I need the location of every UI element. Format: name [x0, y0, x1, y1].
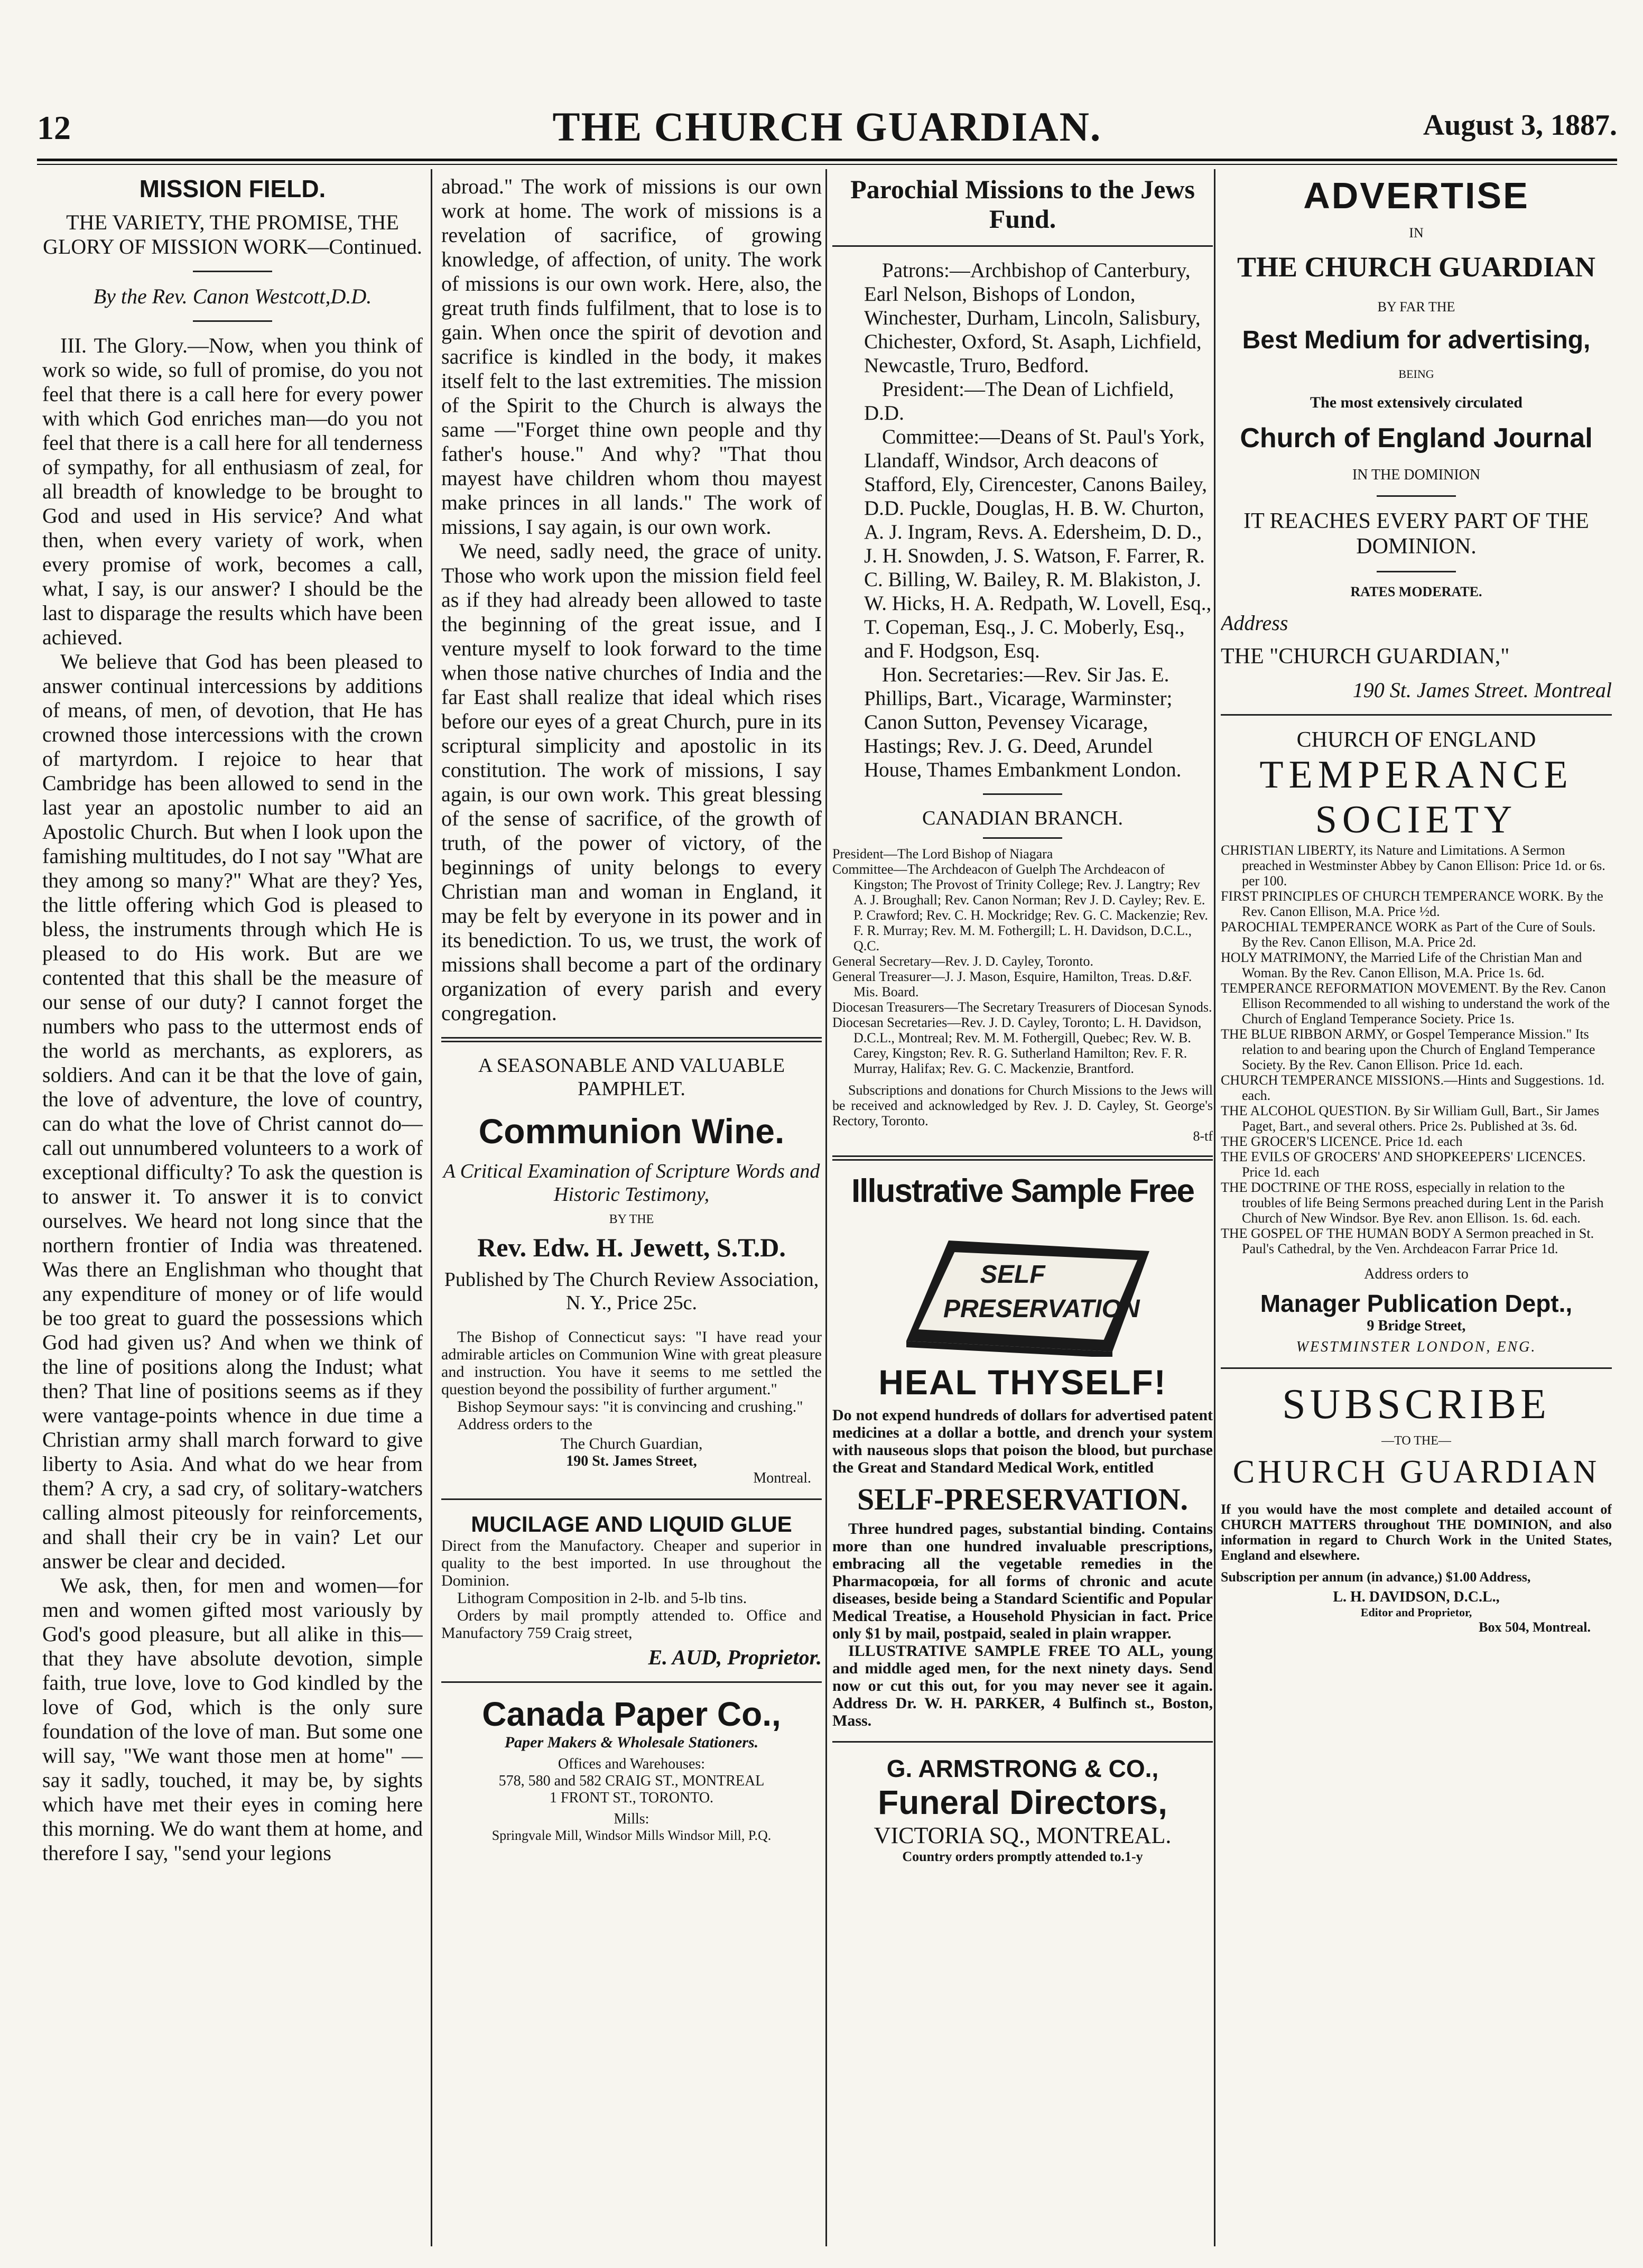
- ad-title: SELF-PRESERVATION.: [857, 1482, 1188, 1516]
- temperance-society: [1221, 727, 1612, 1356]
- column-advertise: [1221, 174, 1612, 2246]
- advertise-by-far: BY FAR THE: [1377, 299, 1455, 314]
- can-treasurer: General Treasurer—J. J. Mason, Esquire, Hamilton, Treas. D.&F. Mis. Board.: [832, 969, 1192, 999]
- can-president: President—The Lord Bishop of Niagara: [832, 846, 1053, 862]
- can-diocesan-secretaries: Diocesan Secretaries—Rev. J. D. Cayley, Toronto; L. H. Davidson, D.C.L., Montreal; Rev. M. M. Fothergill, Quebec; Rev. W. B. Carey, Kingston; Rev. R. G. Sutherland Hamilton; Rev. F. R. Murray, Halifax; Rev. G. C. Mackenzie, Brantford.: [832, 1015, 1202, 1076]
- issue-date: August 3, 1887.: [1423, 109, 1617, 142]
- advertise-in: IN: [1409, 225, 1424, 240]
- ad-city: Montreal.: [753, 1470, 811, 1486]
- ad-address: 1 FRONT ST., TORONTO.: [549, 1790, 714, 1806]
- advertise-paper: THE CHURCH GUARDIAN: [1237, 251, 1596, 283]
- ad-funeral: [832, 1754, 1213, 1865]
- column-divider: [825, 169, 827, 2246]
- list-item: THE ALCOHOL QUESTION. By Sir William Gull, Bart., Sir James Paget, Bart., and several others. Price 2s. Published at 3s. 6d.: [1221, 1103, 1600, 1134]
- list-item: FIRST PRINCIPLES OF CHURCH TEMPERANCE WORK. By the Rev. Canon Ellison, M.A. Price ½d.: [1221, 888, 1603, 919]
- article-body: [42, 334, 423, 1865]
- article-byline: By the Rev. Canon Westcott,D.D.: [93, 284, 372, 308]
- canadian-branch-heading: CANADIAN BRANCH.: [922, 807, 1124, 829]
- temperance-top: CHURCH OF ENGLAND: [1296, 728, 1536, 752]
- advertise-guardian: THE "CHURCH GUARDIAN,": [1221, 644, 1510, 669]
- paragraph: We ask, then, for men and women—for men and women gifted most variously by God's good pleasure, but all alike in this—that they have absolute devotion, simple faith, true love, love to God kindled by the love of God, which is the only sure foundation of the love of man. But some one will say, "We want those men at home" —say it sadly, touched, it may be, by sights which have met their eyes in coming here this morning. We do want them at home, and therefore I say, "send your legions: [42, 1573, 423, 1865]
- divider: [441, 1681, 822, 1683]
- paragraph: We need, sadly need, the grace of unity. Those who work upon the mission field feel as if they had already been allowed to taste the beginning of the great issue, and I venture myself to look forward to the time when those native churches of India and the far East shall realize that ideal which rises before our eyes of a great Church, pure in its scriptural simplicity and apostolic in its constitution. The work of missions, I say again, is our own work. This great blessing of the sense of sacrifice, of the growth of truth, of the power of victory, of the beginnings of unity belongs to every Christian man and woman in England, it may be felt by everyone in its power and in its benediction. To us, we trust, the work of missions shall become a part of the ordinary organization of every parish and every congregation.: [441, 539, 822, 1025]
- ad-headline: Illustrative Sample Free: [851, 1173, 1194, 1209]
- masthead: [37, 103, 1617, 156]
- divider: [441, 1037, 822, 1042]
- funeral-place: VICTORIA SQ., MONTREAL.: [874, 1822, 1172, 1848]
- ad-quote: Bishop Seymour says: "it is convincing and crushing.": [457, 1398, 803, 1415]
- column-mission-field: [42, 174, 423, 2246]
- ad-mills-list: Springvale Mill, Windsor Mills Windsor Mill, P.Q.: [491, 1828, 772, 1843]
- divider: [832, 1741, 1213, 1743]
- funeral-name: G. ARMSTRONG & CO.,: [886, 1755, 1159, 1782]
- ad-text: Orders by mail promptly attended to. Office and Manufactory 759 Craig street,: [441, 1607, 822, 1642]
- divider: [1221, 714, 1612, 716]
- ad-address: 578, 580 and 582 CRAIG ST., MONTREAL: [498, 1773, 765, 1789]
- column-divider: [1214, 169, 1215, 2246]
- advertise-heading: ADVERTISE: [1303, 175, 1529, 216]
- section-heading: MISSION FIELD.: [139, 175, 326, 202]
- ad-text: Lithogram Composition in 2-lb. and 5-lb tins.: [457, 1589, 747, 1607]
- paragraph: III. The Glory.—Now, when you think of work so wide, so full of promise, do you not feel that there is a call here for every power with which God enriches man—do you not feel that there is a call here for all tenderness of sympathy, for all enthusiasm of zeal, for all breadth of knowledge to be brought to God and used in His service? And what then, when every variety of work, when every promise of work, becomes a call, what, I say, is our answer? I should be the last to disparage the results which have been achieved.: [42, 334, 423, 649]
- book-title-line: PRESERVATION: [943, 1295, 1140, 1323]
- funeral-title: Funeral Directors,: [878, 1783, 1167, 1821]
- ad-body: ILLUSTRATIVE SAMPLE FREE TO ALL, young and middle aged men, for the next ninety days. Send now or cut this out, for you may never see it again. Address Dr. W. H. PARKER, 4 Bulfinch st., Boston, Mass.: [832, 1642, 1213, 1729]
- manager: Manager Publication Dept.,: [1260, 1290, 1573, 1317]
- list-item: CHURCH TEMPERANCE MISSIONS.—Hints and Suggestions. 1d. each.: [1221, 1072, 1605, 1103]
- advertise-address-label: Address: [1221, 611, 1288, 635]
- ad-address-to: Address orders to the: [457, 1415, 592, 1433]
- ad-quote: The Bishop of Connecticut says: "I have read your admirable articles on Communion Wine with great pleasure and instruction. You have it seems to me settled the question beyond the possibility of further argument.": [441, 1328, 822, 1398]
- ad-self-preservation: [832, 1172, 1213, 1729]
- subscribe-section: [1221, 1381, 1612, 1635]
- can-subscriptions: Subscriptions and donations for Church Missions to the Jews will be received and acknowledged by Rev. J. D. Cayley, St. George's Rectory, Toronto.: [832, 1082, 1213, 1128]
- can-code: 8-tf: [1193, 1128, 1213, 1144]
- article-title: THE VARIETY, THE PROMISE, THE GLORY OF MISSION WORK—Continued.: [43, 210, 422, 258]
- ad-by: BY THE: [609, 1212, 654, 1226]
- list-item: PAROCHIAL TEMPERANCE WORK as Part of the Cure of Souls. By the Rev. Canon Ellison, M.A. Price 2d.: [1221, 919, 1596, 950]
- ad-canada-paper: [441, 1695, 822, 1844]
- president: President:—The Dean of Lichfield, D.D.: [864, 378, 1174, 424]
- canadian-branch: [832, 846, 1213, 1144]
- list-item: THE BLUE RIBBON ARMY, or Gospel Temperance Mission." Its relation to and bearing upon the Church of England Temperance Society. By the Rev. Canon Ellison. Price 1d. each.: [1221, 1026, 1595, 1072]
- list-item: TEMPERANCE REFORMATION MOVEMENT. By the Rev. Canon Ellison Recommended to all wishing to understand the work of the Church of England Temperance Society. Price 1s.: [1221, 980, 1610, 1026]
- ad-body: Three hundred pages, substantial binding. Contains more than one hundred invaluable prescriptions, embracing all the vegetable remedies in the Pharmacopœia, for all forms of chronic and acute diseases, beside being a Standard Scientific and Popular Medical Treatise, a Household Physician in fact. Price only $1 by mail, postpaid, sealed in plain wrapper.: [832, 1520, 1213, 1642]
- subscribe-to-the: —TO THE—: [1381, 1434, 1451, 1448]
- funeral-note: Country orders promptly attended to.1-y: [902, 1849, 1143, 1864]
- book-icon: [885, 1219, 1160, 1357]
- ad-sub: Paper Makers & Wholesale Stationers.: [504, 1734, 759, 1751]
- paragraph: We believe that God has been pleased to answer continual intercessions by additions of means, of men, of devotion, that He has crowned those intercessions with the crown of martyrdom. I rejoice to hear that Cambridge has been allowed to send in the last year an apostolic number to aid an Apostolic Church. But when I look upon the famishing multitudes, do I not say "What are they among so many?" What are they? Yes, the little offering which God is pleased to bless, the instruments through which He is pleased to do His work. But are we contented that this shall be the measure of our sense of our duty? I cannot forget the numbers who pass to the uttermost ends of the world as merchants, as explorers, as soldiers. And can it be that the love of gain, the love of adventure, the love of country, can do what the love of Christ cannot do—call out unnumbered volunteers to a work of exceptional difficulty? To ask the question is to answer it. To answer it is to convict ourselves. We heard not long since that the northern frontier of India was threatened. Was there an Englishman who thought that any expenditure of money or of life would be too great to guard the possessions which God had given us? And when we think of the line of positions along the Indust; what then? That line of positions seems as if they were vantage-points whence in due time a Christian army shall march forward to give liberty to Asia. And what do we hear from them? A cry, a sad cry, of solitary-watchers calling almost piteously for reinforcements, and shall their cry be in vain? Let our answer be clear and decided.: [42, 650, 423, 1573]
- ad-signature: E. AUD, Proprietor.: [648, 1645, 822, 1669]
- article-continuation: [441, 174, 822, 1025]
- section-heading: Parochial Missions to the Jews Fund.: [850, 174, 1195, 234]
- ad-headline: MUCILAGE AND LIQUID GLUE: [471, 1512, 792, 1536]
- list-item: THE GROCER'S LICENCE. Price 1d. each: [1221, 1134, 1463, 1149]
- list-item: HOLY MATRIMONY, the Married Life of the Christian Man and Woman. By the Rev. Canon Ellison, M.A. Price 1s. 6d.: [1221, 950, 1582, 980]
- ad-heal: HEAL THYSELF!: [878, 1363, 1167, 1402]
- bridge-street: 9 Bridge Street,: [1367, 1318, 1466, 1334]
- list-item: THE EVILS OF GROCERS' AND SHOPKEEPERS' LICENCES. Price 1d. each: [1221, 1149, 1586, 1180]
- divider: [983, 793, 1062, 795]
- advertise-best: Best Medium for advertising,: [1242, 326, 1591, 354]
- ad-communion-wine: [441, 1054, 822, 1487]
- column-article-continued: [441, 174, 822, 2246]
- advertise-circulated: The most extensively circulated: [1310, 394, 1523, 411]
- temperance-list: [1221, 843, 1612, 1256]
- ad-subtitle: A Critical Examination of Scripture Words and Historic Testimony,: [443, 1160, 820, 1206]
- can-committee: Committee—The Archdeacon of Guelph The Archdeacon of Kingston; The Provost of Trinity College; Rev. J. Langtry; Rev A. J. Broughall; Rev. Canon Norman; Rev J. D. Cayley; Rev. E. P. Crawford; Rev. C. H. Mockridge; Rev. G. C. Mackenzie; Rev. F. R. Murray; Rev. M. M. Fothergill; L. H. Davidson, D.C.L., Q.C.: [832, 862, 1208, 954]
- page-number: 12: [37, 109, 71, 146]
- ad-mucilage: [441, 1512, 822, 1670]
- masthead-rule-thin: [37, 164, 1617, 165]
- fund-officers: [832, 258, 1213, 782]
- divider: [193, 320, 272, 322]
- editor-name: L. H. DAVIDSON, D.C.L.,: [1333, 1589, 1500, 1605]
- ad-street: 190 St. James Street,: [566, 1453, 697, 1469]
- advertise-rates: RATES MODERATE.: [1350, 584, 1482, 599]
- subscribe-price: Subscription per annum (in advance,) $1.00 Address,: [1221, 1569, 1531, 1585]
- ad-author: Rev. Edw. H. Jewett, S.T.D.: [477, 1233, 786, 1262]
- divider: [193, 271, 272, 272]
- list-item: CHRISTIAN LIBERTY, its Nature and Limitations. A Sermon preached in Westminster Abbey by Canon Ellison: Price 1d. or 6s. per 100.: [1221, 843, 1605, 888]
- divider: [1377, 571, 1456, 572]
- list-item: THE GOSPEL OF THE HUMAN BODY A Sermon preached in St. Paul's Cathedral, by the Ven. Archdeacon Farrar Price 1d.: [1221, 1226, 1594, 1256]
- advertise-dominion: IN THE DOMINION: [1352, 467, 1481, 483]
- ad-title: A SEASONABLE AND VALUABLE PAMPHLET.: [478, 1054, 785, 1100]
- book-title-line: SELF: [980, 1261, 1045, 1289]
- temperance-heading: TEMPERANCE SOCIETY: [1259, 753, 1573, 841]
- ad-text: Direct from the Manufactory. Cheaper and superior in quality to the best imported. In use throughout the Dominion.: [441, 1537, 822, 1589]
- secretaries: Hon. Secretaries:—Rev. Sir Jas. E. Phillips, Bart., Vicarage, Warminster; Canon Sutton, Pevensey Vicarage, Hastings; Rev. J. G. Deed, Arundel House, Thames Embankment London.: [864, 663, 1182, 781]
- ad-headline: Canada Paper Co.,: [482, 1695, 781, 1733]
- advertise-being: BEING: [1398, 367, 1434, 381]
- divider: [983, 837, 1062, 839]
- advertise-street: 190 St. James Street. Montreal: [1352, 678, 1612, 702]
- subscribe-heading: SUBSCRIBE: [1282, 1381, 1551, 1428]
- orders-to: Address orders to: [1364, 1266, 1469, 1282]
- ad-mills: Mills:: [614, 1811, 649, 1827]
- book-illustration: [885, 1219, 1160, 1357]
- divider: [1377, 495, 1456, 497]
- subscribe-paper: CHURCH GUARDIAN: [1232, 1454, 1600, 1490]
- editor-box: Box 504, Montreal.: [1479, 1619, 1591, 1635]
- divider: [441, 1498, 822, 1500]
- ad-publisher: Published by The Church Review Association, N. Y., Price 25c.: [444, 1269, 819, 1314]
- ad-offices: Offices and Warehouses:: [558, 1756, 706, 1772]
- westminster: WESTMINSTER LONDON, ENG.: [1296, 1339, 1537, 1355]
- column-jews-fund: [832, 174, 1213, 2246]
- divider: [1221, 1367, 1612, 1369]
- subscribe-text: If you would have the most complete and detailed account of CHURCH MATTERS throughout THE DOMINION, and also information in regard to Church Work in the United States, England and elsewhere.: [1221, 1502, 1612, 1563]
- divider: [832, 245, 1213, 247]
- committee: Committee:—Deans of St. Paul's York, Llandaff, Windsor, Arch deacons of Stafford, Ely, Cirencester, Canons Bailey, D.D. Puckle, Douglas, H. B. W. Churton, A. J. Ingram, Revs. A. Edersheim, D. D., J. H. Snowden, J. S. Watson, F. Farrer, R. C. Billing, W. Bailey, R. M. Blakiston, J. W. Hicks, H. A. Redpath, W. Lovell, Esq., T. Copeman, Esq., J. C. Moberly, Esq., and F. Hodgson, Esq.: [864, 425, 1212, 662]
- divider: [832, 1155, 1213, 1161]
- advertise-journal: Church of England Journal: [1240, 423, 1593, 453]
- ad-body: Do not expend hundreds of dollars for advertised patent medicines at a dollar a bottle, and drench your system with nauseous slops that poison the blood, but purchase the Great and Standard Medical Work, entitled: [832, 1406, 1213, 1476]
- paper-title: THE CHURCH GUARDIAN.: [552, 104, 1102, 150]
- column-divider: [431, 169, 432, 2246]
- can-secretary: General Secretary—Rev. J. D. Cayley, Toronto.: [832, 954, 1093, 969]
- paragraph: abroad." The work of missions is our own work at home. The work of missions is a revelation of sacrifice, of growing knowledge, of affection, of unity. The work of missions is our own work. Here, also, the great truth finds fulfilment, that to lose is to gain. When once the spirit of devotion and sacrifice is kindled in the body, it makes itself felt to the last extremities. The mission of the Spirit to the Church is always the same —"Forget thine own people and thy father's house." And why? "That thou mayest have children whom thou mayest make princes in all lands." The work of missions, I say again, is our own work.: [441, 174, 822, 539]
- masthead-rule: [37, 159, 1617, 161]
- patrons: Patrons:—Archbishop of Canterbury, Earl Nelson, Bishops of London, Winchester, Durham, Lincoln, Salisbury, Chichester, Oxford, St. Asaph, Lichfield, Newcastle, Truro, Bedford.: [864, 259, 1202, 377]
- can-diocesan-treasurers: Diocesan Treasurers—The Secretary Treasurers of Diocesan Synods.: [832, 999, 1212, 1015]
- ad-headline: Communion Wine.: [478, 1112, 785, 1151]
- ad-org: The Church Guardian,: [560, 1435, 703, 1452]
- editor-title: Editor and Proprietor,: [1360, 1606, 1472, 1619]
- list-item: THE DOCTRINE OF THE ROSS, especially in relation to the troubles of life Being Sermons preached during Lent in the Parish Church of New Windsor. Bye Rev. anon Ellison. 1s. 6d. each.: [1221, 1180, 1604, 1226]
- advertise-reaches: IT REACHES EVERY PART OF THE DOMINION.: [1243, 509, 1589, 559]
